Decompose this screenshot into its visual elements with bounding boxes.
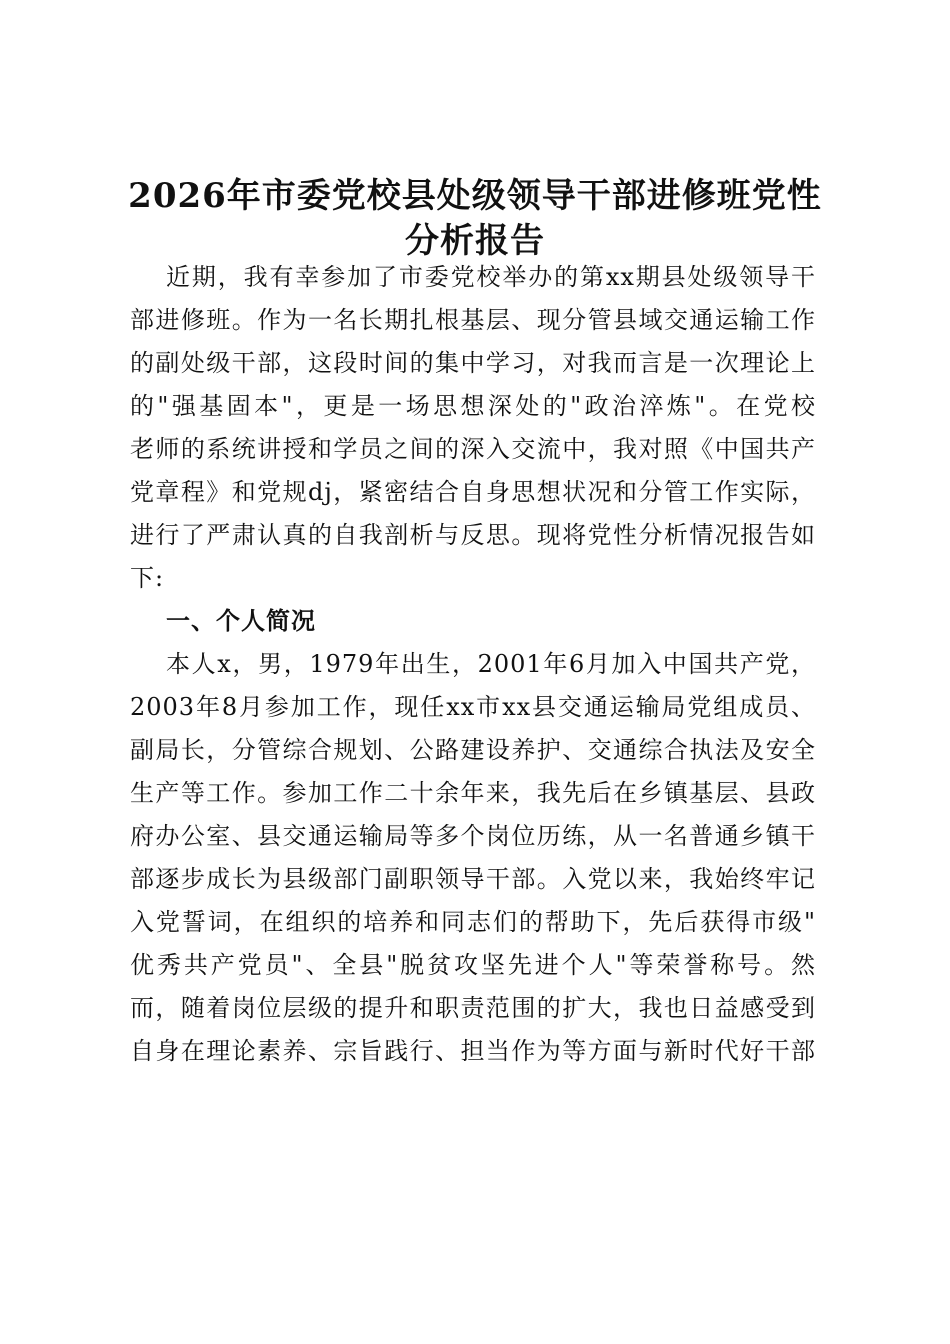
paragraph-line: 进行了严肃认真的自我剖析与反思。现将党性分析情况报告如 — [130, 521, 816, 549]
paragraph-line: 入党誓词，在组织的培养和同志们的帮助下，先后获得市级" — [130, 908, 816, 936]
paragraph-line: 生产等工作。参加工作二十余年来，我先后在乡镇基层、县政 — [130, 779, 816, 807]
section-heading: 一、个人简况 — [166, 606, 316, 635]
paragraph-line: 2003年8月参加工作，现任xx市xx县交通运输局党组成员、 — [130, 693, 816, 721]
paragraph-line: 自身在理论素养、宗旨践行、担当作为等方面与新时代好干部 — [130, 1037, 816, 1065]
paragraph-line: 老师的系统讲授和学员之间的深入交流中，我对照《中国共产 — [130, 435, 816, 463]
document-title-line-1: 2026年市委党校县处级领导干部进修班党性 — [128, 176, 822, 216]
paragraph-line: 下: — [130, 564, 165, 592]
paragraph-line: 本人x，男，1979年出生，2001年6月加入中国共产党， — [166, 650, 816, 678]
paragraph-line: 部逐步成长为县级部门副职领导干部。入党以来，我始终牢记 — [130, 865, 816, 893]
paragraph-line: 的副处级干部，这段时间的集中学习，对我而言是一次理论上 — [130, 349, 816, 377]
paragraph-line: 而，随着岗位层级的提升和职责范围的扩大，我也日益感受到 — [130, 994, 816, 1022]
paragraph-line: 府办公室、县交通运输局等多个岗位历练，从一名普通乡镇干 — [130, 822, 816, 850]
paragraph-line: 近期，我有幸参加了市委党校举办的第xx期县处级领导干 — [166, 263, 816, 291]
document-title-line-2: 分析报告 — [405, 221, 545, 261]
paragraph-line: 部进修班。作为一名长期扎根基层、现分管县域交通运输工作 — [130, 306, 816, 334]
paragraph-line: 副局长，分管综合规划、公路建设养护、交通综合执法及安全 — [130, 736, 816, 764]
paragraph-line: 的"强基固本"，更是一场思想深处的"政治淬炼"。在党校 — [130, 392, 816, 420]
paragraph-line: 优秀共产党员"、全县"脱贫攻坚先进个人"等荣誉称号。然 — [130, 951, 816, 979]
paragraph-line: 党章程》和党规dj，紧密结合自身思想状况和分管工作实际， — [130, 478, 816, 506]
